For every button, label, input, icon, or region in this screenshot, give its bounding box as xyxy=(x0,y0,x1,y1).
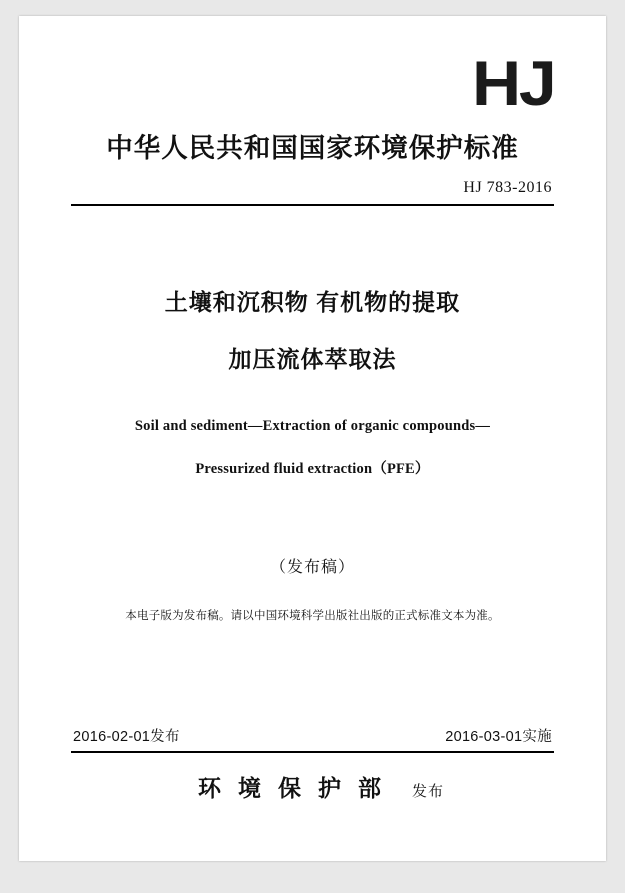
issuer-verb: 发布 xyxy=(411,783,444,800)
header-divider xyxy=(71,204,554,206)
issuer-block xyxy=(71,770,554,803)
page-footer xyxy=(71,725,554,803)
standard-title: 中华人民共和国国家环境保护标准 xyxy=(106,133,519,163)
document-title-cn-line1: 土壤和沉积物 有机物的提取 xyxy=(164,289,461,315)
electronic-version-notice: 本电子版为发布稿。请以中国环境科学出版社出版的正式标准文本为准。 xyxy=(125,610,500,622)
issue-date: 2016-02-01发布 xyxy=(73,729,180,745)
footer-divider xyxy=(71,751,554,753)
standard-code: HJ 783-2016 xyxy=(463,179,552,196)
draft-status-mark: （发布稿） xyxy=(269,559,355,576)
issuer-name: 环境保护部 xyxy=(197,775,398,801)
document-title-cn-line2: 加压流体萃取法 xyxy=(228,346,397,372)
document-title-en-line2: Pressurized fluid extraction（PFE） xyxy=(195,461,430,477)
document-title-en-line1: Soil and sediment—Extraction of organic compounds— xyxy=(134,418,491,434)
effective-date: 2016-03-01实施 xyxy=(445,729,552,745)
hj-logo-text: HJ xyxy=(472,49,556,119)
footer-dates xyxy=(71,725,554,751)
document-page xyxy=(19,16,606,861)
hj-logo xyxy=(71,49,556,119)
